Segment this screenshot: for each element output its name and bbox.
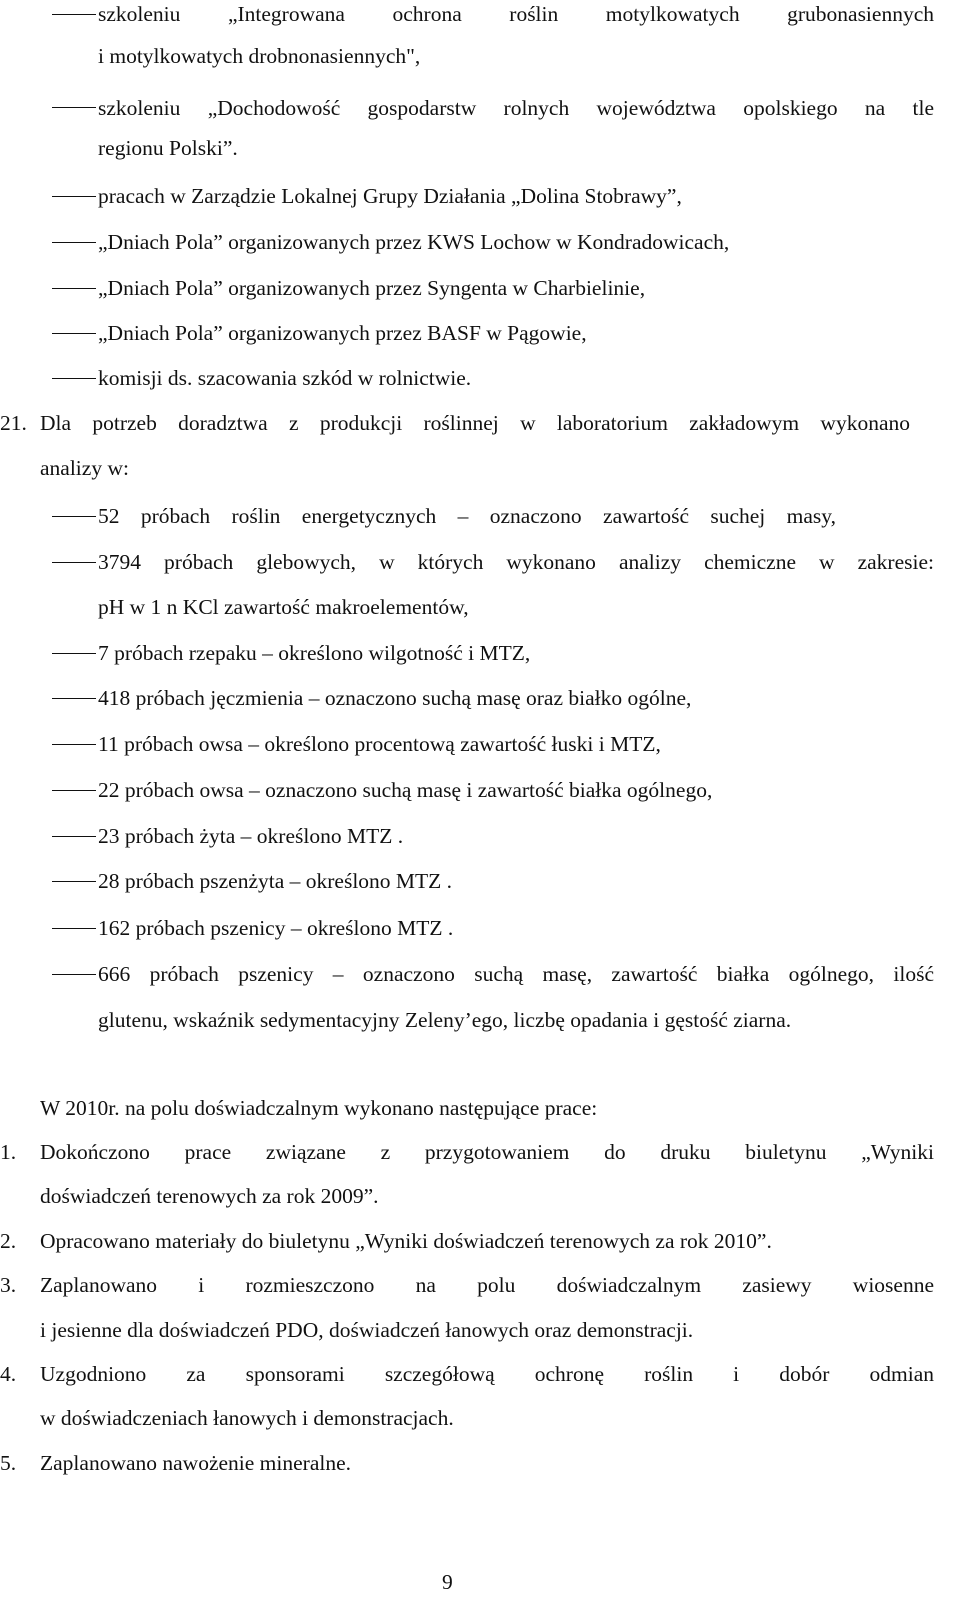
list-item-line: szkoleniu „Dochodowość gospodarstw rolnych województwa opolskiego na tle (98, 96, 934, 120)
list-item-line: 11 próbach owsa – określono procentową zawartość łuski i MTZ, (98, 732, 661, 756)
dash-bullet (52, 14, 96, 15)
list-item-line: glutenu, wskaźnik sedymentacyjny Zeleny’ego, liczbę opadania i gęstość ziarna. (98, 1008, 792, 1032)
dash-bullet (52, 698, 96, 699)
list-item-line: 28 próbach pszenżyta – określono MTZ . (98, 869, 453, 893)
list-item-line: 666 próbach pszenicy – oznaczono suchą masę, zawartość białka ogólnego, ilość (98, 962, 934, 986)
dash-bullet (52, 242, 96, 243)
item-text-line: Zaplanowano i rozmieszczono na polu doświadczalnym zasiewy wiosenne (40, 1273, 934, 1297)
list-item-line: 7 próbach rzepaku – określono wilgotność i MTZ, (98, 641, 531, 665)
item-text-line: Zaplanowano nawożenie mineralne. (40, 1451, 352, 1475)
list-item-line: i motylkowatych drobnonasiennych", (98, 44, 421, 68)
list-item-line: „Dniach Pola” organizowanych przez Syngenta w Charbielinie, (98, 276, 646, 300)
dash-bullet (52, 653, 96, 654)
dash-bullet (52, 790, 96, 791)
section-heading: W 2010r. na polu doświadczalnym wykonano następujące prace: (40, 1096, 598, 1120)
page-number: 9 (442, 1570, 453, 1594)
item-number: 4. (0, 1362, 17, 1386)
item-number: 2. (0, 1229, 17, 1253)
list-item-line: 22 próbach owsa – oznaczono suchą masę i zawartość białka ogólnego, (98, 778, 713, 802)
item-text-line: Uzgodniono za sponsorami szczegółową ochronę roślin i dobór odmian (40, 1362, 934, 1386)
item-text-line: Opracowano materiały do biuletynu „Wyniki doświadczeń terenowych za rok 2010”. (40, 1229, 772, 1253)
dash-bullet (52, 378, 96, 379)
point-text-line: Dla potrzeb doradztwa z produkcji roślinnej w laboratorium zakładowym wykonano (40, 411, 910, 435)
dash-bullet (52, 333, 96, 334)
list-item-line: pracach w Zarządzie Lokalnej Grupy Działania „Dolina Stobrawy”, (98, 184, 682, 208)
point-number: 21. (0, 411, 27, 435)
dash-bullet (52, 836, 96, 837)
item-number: 5. (0, 1451, 17, 1475)
dash-bullet (52, 196, 96, 197)
item-text-line: doświadczeń terenowych za rok 2009”. (40, 1184, 379, 1208)
item-number: 1. (0, 1140, 17, 1164)
dash-bullet (52, 562, 96, 563)
dash-bullet (52, 107, 96, 108)
list-item-line: 52 próbach roślin energetycznych – oznaczono zawartość suchej masy, (98, 504, 836, 528)
list-item-line: 3794 próbach glebowych, w których wykonano analizy chemiczne w zakresie: (98, 550, 934, 574)
list-item-line: szkoleniu „Integrowana ochrona roślin motylkowatych grubonasiennych (98, 2, 934, 26)
dash-bullet (52, 928, 96, 929)
dash-bullet (52, 516, 96, 517)
dash-bullet (52, 881, 96, 882)
dash-bullet (52, 744, 96, 745)
list-item-line: komisji ds. szacowania szkód w rolnictwie. (98, 366, 472, 390)
list-item-line: 162 próbach pszenicy – określono MTZ . (98, 916, 454, 940)
item-text-line: w doświadczeniach łanowych i demonstracjach. (40, 1406, 454, 1430)
point-text-line: analizy w: (40, 456, 129, 480)
list-item-line: „Dniach Pola” organizowanych przez BASF w Pągowie, (98, 321, 587, 345)
list-item-line: regionu Polski”. (98, 136, 238, 160)
dash-bullet (52, 974, 96, 975)
item-number: 3. (0, 1273, 17, 1297)
dash-bullet (52, 288, 96, 289)
list-item-line: 23 próbach żyta – określono MTZ . (98, 824, 404, 848)
list-item-line: 418 próbach jęczmienia – oznaczono suchą masę oraz białko ogólne, (98, 686, 692, 710)
list-item-line: pH w 1 n KCl zawartość makroelementów, (98, 595, 469, 619)
list-item-line: „Dniach Pola” organizowanych przez KWS Lochow w Kondradowicach, (98, 230, 730, 254)
item-text-line: Dokończono prace związane z przygotowaniem do druku biuletynu „Wyniki (40, 1140, 934, 1164)
item-text-line: i jesienne dla doświadczeń PDO, doświadczeń łanowych oraz demonstracji. (40, 1318, 694, 1342)
